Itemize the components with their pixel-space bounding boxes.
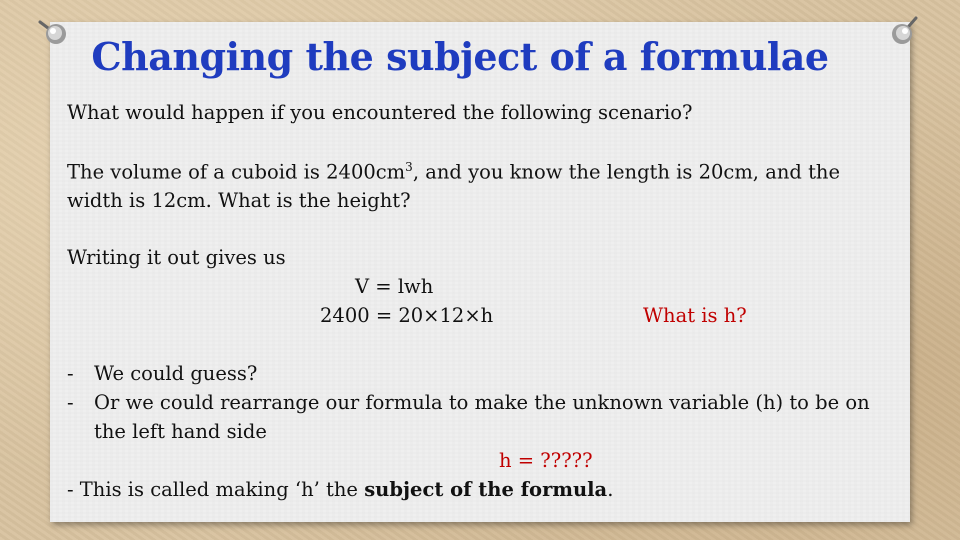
- writing-label: Writing it out gives us: [67, 246, 286, 269]
- conclusion-suffix: .: [607, 478, 614, 501]
- bullet-text: We could guess?: [94, 362, 258, 385]
- h-equation: h = ?????: [499, 449, 593, 472]
- conclusion-prefix: - This is called making ‘h’ the: [67, 478, 365, 501]
- slide-paper: [50, 22, 910, 522]
- equation: 2400 = 20×12×h: [320, 304, 494, 327]
- superscript: 3: [405, 160, 413, 174]
- bullet-item: [67, 362, 257, 385]
- scenario-line-2: width is 12cm. What is the height?: [67, 189, 411, 212]
- bullet-item: [67, 391, 870, 414]
- bullet-dash: -: [67, 362, 74, 385]
- bullet-item: [67, 420, 267, 443]
- bullet-dash: -: [67, 391, 74, 414]
- bullet-text: Or we could rearrange our formula to make the unknown variable (h) to be on: [94, 391, 870, 414]
- scenario-line-1: [67, 160, 840, 184]
- scenario-text-a: The volume of a cuboid is 2400cm: [67, 160, 406, 184]
- bullet-text: the left hand side: [94, 420, 267, 443]
- formula: V = lwh: [355, 275, 434, 298]
- question-h: What is h?: [643, 304, 747, 327]
- scenario-text-b: , and you know the length is 20cm, and the: [412, 160, 841, 184]
- question-line: What would happen if you encountered the following scenario?: [67, 101, 693, 124]
- slide-title: Changing the subject of a formulae: [91, 34, 829, 79]
- conclusion-emphasis: subject of the formula: [364, 478, 608, 501]
- conclusion: [67, 478, 613, 501]
